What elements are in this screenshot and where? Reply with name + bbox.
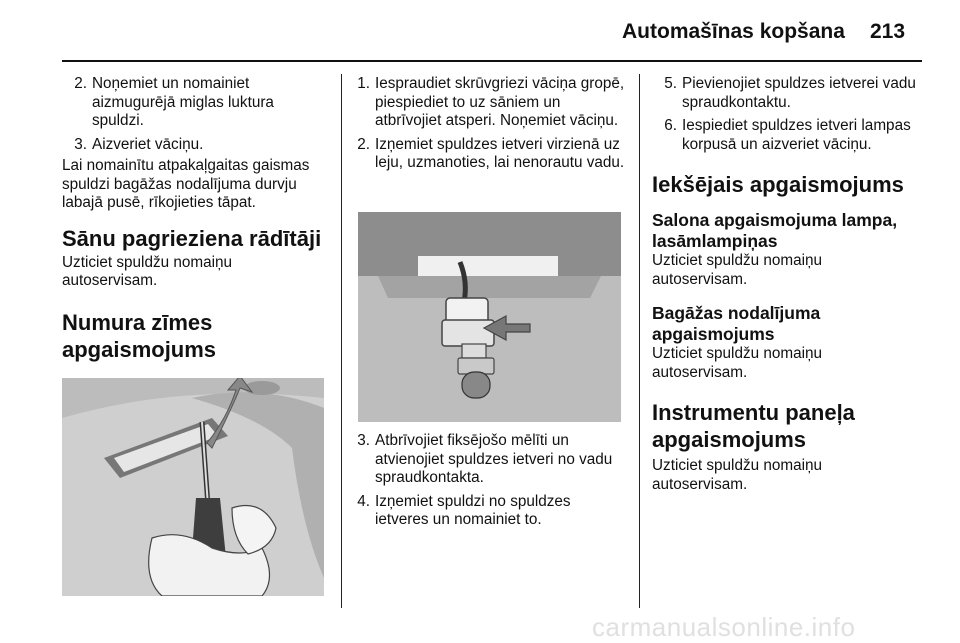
step-number: 6. bbox=[664, 117, 677, 134]
step-item bbox=[345, 432, 625, 488]
plate-light-illustration bbox=[62, 378, 324, 596]
heading-side-indicators: Sānu pagrieziena rādītāji bbox=[62, 225, 322, 251]
instrument-panel-text: Uzticiet spuldžu nomaiņu autoservisam. bbox=[652, 457, 823, 493]
step-item bbox=[652, 117, 924, 154]
column-divider-1 bbox=[341, 74, 342, 608]
step-number: 3. bbox=[74, 135, 87, 153]
page-header-title: Automašīnas kopšana bbox=[622, 20, 845, 43]
heading-cabin-lamp: Salona apgaismojuma lampa, lasāmlampiņas bbox=[652, 210, 898, 251]
bulb-socket-illustration bbox=[358, 212, 621, 422]
trunk-lighting-text: Uzticiet spuldžu nomaiņu autoservisam. bbox=[652, 345, 823, 381]
watermark: carmanualsonline.info bbox=[592, 612, 856, 642]
side-indicators-text: Uzticiet spuldžu nomaiņu autoservisam. bbox=[62, 253, 233, 289]
step-text: Iespiediet spuldzes ietveri lampas korpusā un aizveriet vāciņu. bbox=[682, 117, 911, 153]
step-text: Pievienojiet spuldzes ietverei vadu spraudkontaktu. bbox=[682, 75, 916, 111]
step-text: Izņemiet spuldzi no spuldzes ietveres un nomainiet to. bbox=[375, 492, 571, 528]
step-number: 2. bbox=[74, 75, 87, 92]
column-2 bbox=[345, 75, 625, 178]
column-1 bbox=[62, 75, 327, 363]
column-2-continued bbox=[345, 432, 625, 535]
step-text: Atbrīvojiet fiksējošo mēlīti un atvienojiet spuldzes ietveri no vadu spraudkontakta. bbox=[375, 432, 613, 486]
step-item bbox=[345, 493, 625, 530]
step-text: Aizveriet vāciņu. bbox=[92, 135, 204, 153]
step-text: Izņemiet spuldzes ietveri virzienā uz leju, uzmanoties, lai nenorautu vadu. bbox=[375, 135, 625, 171]
column-divider-2 bbox=[639, 74, 640, 608]
step-item bbox=[345, 75, 625, 131]
step-number: 4. bbox=[357, 492, 370, 510]
step-item bbox=[62, 136, 327, 155]
page-number: 213 bbox=[870, 20, 906, 43]
step-item bbox=[345, 136, 625, 173]
heading-instrument-panel: Instrumentu paneļa apgaismojums bbox=[652, 400, 855, 452]
step-item bbox=[62, 75, 327, 131]
step-number: 1. bbox=[357, 75, 370, 92]
heading-interior-lighting: Iekšējais apgaismojums bbox=[652, 172, 904, 197]
header-rule bbox=[62, 60, 922, 62]
paragraph: Lai nomainītu atpakaļgaitas gaismas spuldzi bagāžas nodalījuma durvju labajā pusē, rīkojieties tāpat. bbox=[62, 157, 310, 211]
step-number: 5. bbox=[664, 75, 677, 92]
step-item bbox=[652, 75, 924, 112]
cabin-lamp-text: Uzticiet spuldžu nomaiņu autoservisam. bbox=[652, 252, 823, 288]
step-text: Iespraudiet skrūvgriezi vāciņa gropē, piespiediet to uz sāniem un atbrīvojiet atsperi. Noņemiet vāciņu. bbox=[375, 75, 625, 129]
heading-plate-light: Numura zīmes apgaismojums bbox=[62, 309, 217, 362]
step-number: 2. bbox=[357, 135, 370, 153]
column-3 bbox=[652, 75, 924, 494]
step-text: Noņemiet un nomainiet aizmugurējā miglas luktura spuldzi. bbox=[92, 75, 274, 129]
heading-trunk-lighting: Bagāžas nodalījuma apgaismojums bbox=[652, 303, 821, 344]
step-number: 3. bbox=[357, 432, 370, 449]
